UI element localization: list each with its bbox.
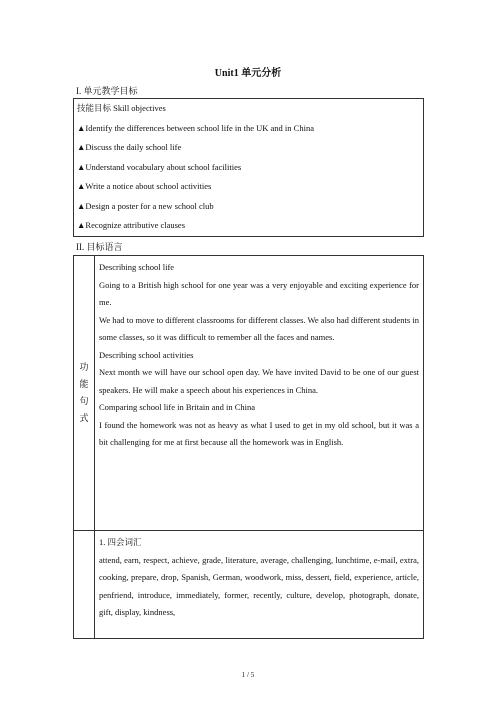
skill-objectives-cell bbox=[74, 99, 424, 237]
skill-objectives-header: 技能目标 Skill objectives bbox=[77, 103, 166, 113]
vocabulary-content bbox=[95, 531, 424, 639]
vocab-words: attend, earn, respect, achieve, grade, literature, average, challenging, lunchtime, e-mail, extra, cooking, prepare, drop, Spanish, German, woodwork, miss, dessert, field, experience, article, penfriend, introduce, immediately, former, recently, culture, develop, photograph, donate, gift, display, kindness, bbox=[99, 554, 419, 617]
skill-item: ▲Write a notice about school activities bbox=[77, 181, 212, 191]
page-title: Unit1 单元分析 bbox=[214, 68, 282, 79]
functional-sentences-label: 功 能 句 式 bbox=[74, 256, 95, 531]
skill-item: ▲Design a poster for a new school club bbox=[77, 200, 214, 211]
section-heading-objectives: I. 单元教学目标 bbox=[76, 86, 138, 96]
functional-sentences-content bbox=[95, 256, 424, 531]
example-sentence: Next month we will have our school open day. We have invited David to be one of our guest speakers. He will make a speech about his experiences in China. bbox=[99, 367, 419, 395]
vocab-heading: 1. 四会词汇 bbox=[99, 537, 142, 547]
subheading: Describing school life bbox=[99, 262, 175, 272]
skill-item: ▲Understand vocabulary about school facilities bbox=[77, 161, 242, 172]
section-heading-target-language: II. 目标语言 bbox=[76, 242, 123, 252]
page-number: 1 / 5 bbox=[241, 671, 255, 679]
skill-item: ▲Discuss the daily school life bbox=[77, 142, 182, 152]
example-sentence: Going to a British high school for one year was a very enjoyable and exciting experience for me. bbox=[99, 279, 419, 307]
subheading: Describing school activities bbox=[99, 349, 194, 360]
skill-item: ▲Recognize attributive clauses bbox=[77, 220, 186, 230]
vocab-label-cell bbox=[74, 531, 95, 639]
example-sentence: We had to move to different classrooms for different classes. We also had different students in some classes, so it was difficult to remember all the faces and names. bbox=[99, 314, 419, 342]
skill-objectives-table bbox=[73, 98, 424, 237]
example-sentence: I found the homework was not as heavy as what I used to get in my old school, but it was a bit challenging for me at first because all the homework was in English. bbox=[99, 419, 419, 447]
target-language-table bbox=[73, 255, 424, 639]
skill-item: ▲Identify the differences between school life in the UK and in China bbox=[77, 122, 314, 133]
subheading: Comparing school life in Britain and in China bbox=[99, 402, 256, 412]
